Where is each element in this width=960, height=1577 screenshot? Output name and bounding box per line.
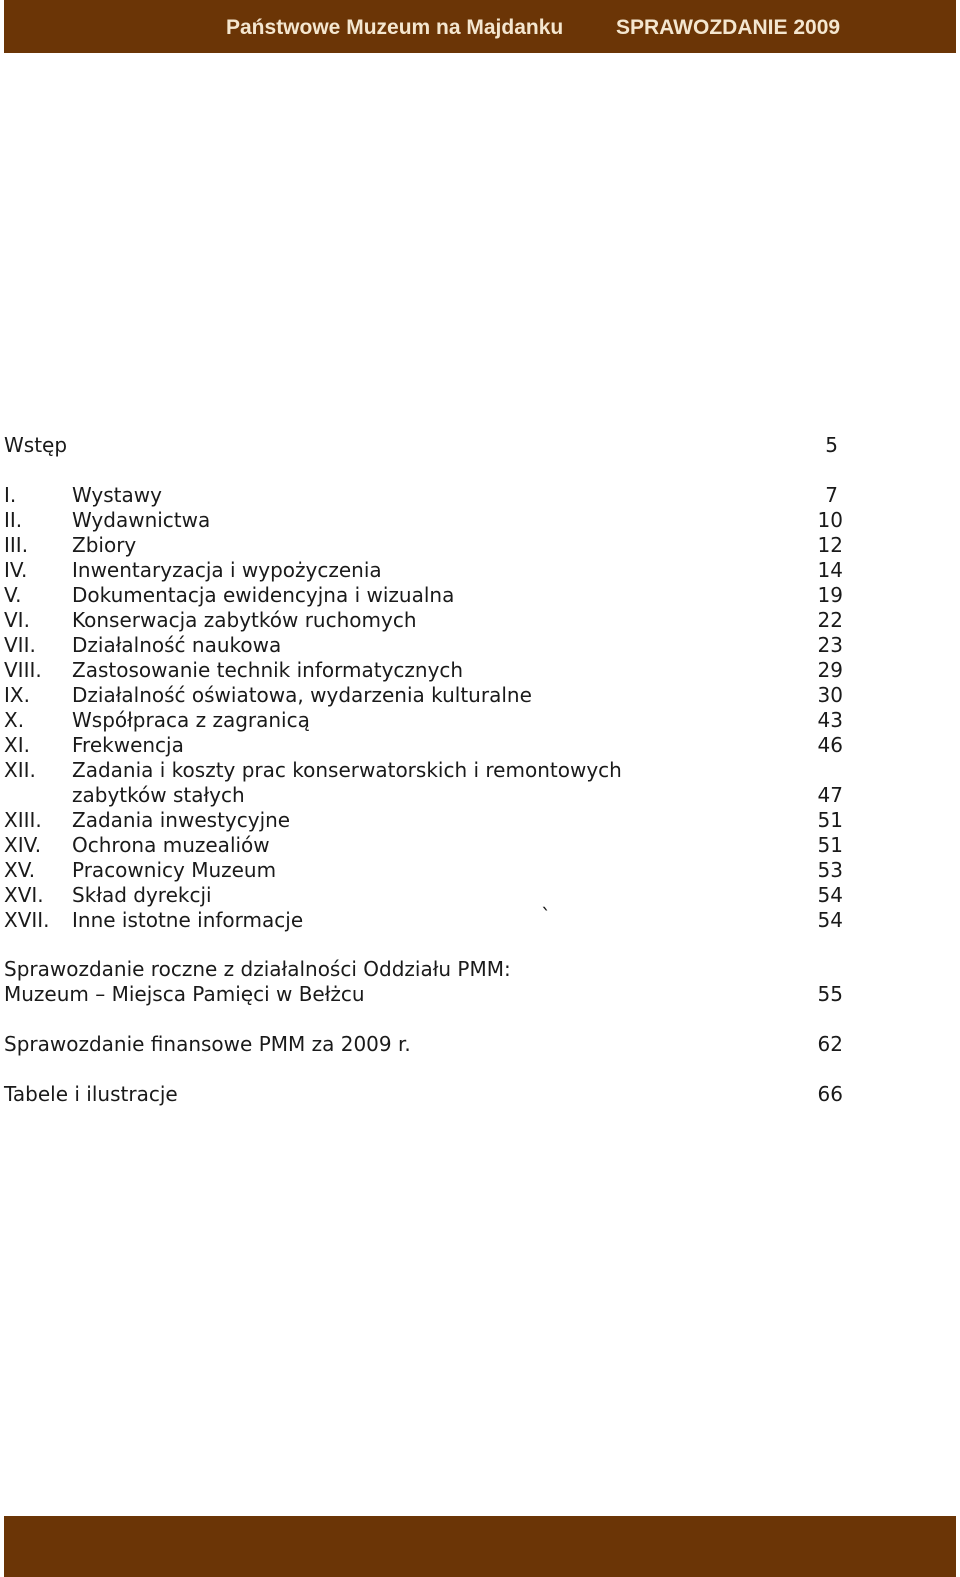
toc-title: Wydawnictwa xyxy=(72,508,211,532)
toc-number: VI. xyxy=(4,608,30,632)
toc-page: 46 xyxy=(817,733,843,757)
toc-item[interactable] xyxy=(0,583,960,608)
toc-title: Wystawy xyxy=(72,483,162,507)
toc-page: 55 xyxy=(817,982,843,1006)
toc-title: Konserwacja zabytków ruchomych xyxy=(72,608,417,632)
toc-title: Inne istotne informacje xyxy=(72,908,304,932)
toc-number: XIII. xyxy=(4,808,42,832)
toc-number: VII. xyxy=(4,633,36,657)
toc-page: 53 xyxy=(817,858,843,882)
toc-title: Sprawozdanie roczne z działalności Oddziału PMM: xyxy=(4,957,511,981)
toc-item[interactable] xyxy=(0,483,960,508)
toc-number: II. xyxy=(4,508,23,532)
toc-number: VIII. xyxy=(4,658,42,682)
toc-page: 22 xyxy=(817,608,843,632)
toc-item[interactable] xyxy=(0,758,960,783)
toc-tables[interactable] xyxy=(0,1082,960,1107)
toc-belzec[interactable] xyxy=(0,982,960,1007)
toc-page: 10 xyxy=(817,508,843,532)
toc-number: III. xyxy=(4,533,29,557)
toc-item[interactable] xyxy=(0,533,960,558)
toc-item[interactable] xyxy=(0,708,960,733)
toc-number: X. xyxy=(4,708,25,732)
toc-item[interactable] xyxy=(0,608,960,633)
toc-title: Zadania inwestycyjne xyxy=(72,808,291,832)
toc-page: 7 xyxy=(825,483,838,507)
toc-belzec-heading[interactable] xyxy=(0,957,960,982)
toc-item[interactable] xyxy=(0,883,960,908)
toc-page: 19 xyxy=(817,583,843,607)
toc-title: Zadania i koszty prac konserwatorskich i remontowych xyxy=(72,758,622,782)
toc-item[interactable] xyxy=(0,808,960,833)
toc-title: Inwentaryzacja i wypożyczenia xyxy=(72,558,382,582)
toc-number: XI. xyxy=(4,733,30,757)
toc-title: Muzeum – Miejsca Pamięci w Bełżcu xyxy=(4,982,365,1006)
toc-title: Tabele i ilustracje xyxy=(4,1082,178,1106)
stray-mark: ` xyxy=(541,904,551,928)
toc-intro[interactable] xyxy=(0,433,960,458)
toc-title: Skład dyrekcji xyxy=(72,883,212,907)
toc-number: V. xyxy=(4,583,22,607)
toc-page: 5 xyxy=(825,433,838,457)
toc-item[interactable] xyxy=(0,858,960,883)
toc-item[interactable] xyxy=(0,833,960,858)
toc-item[interactable] xyxy=(0,683,960,708)
toc-title: Wstęp xyxy=(4,433,68,457)
toc-title: Zbiory xyxy=(72,533,137,557)
toc-title: Ochrona muzealiów xyxy=(72,833,270,857)
toc-page: 14 xyxy=(817,558,843,582)
toc-page: 43 xyxy=(817,708,843,732)
toc-title: Dokumentacja ewidencyjna i wizualna xyxy=(72,583,455,607)
toc-page: 12 xyxy=(817,533,843,557)
toc-page: 51 xyxy=(817,833,843,857)
toc-item[interactable] xyxy=(0,558,960,583)
toc-page: 54 xyxy=(817,883,843,907)
toc-page: 29 xyxy=(817,658,843,682)
toc-title: Sprawozdanie finansowe PMM za 2009 r. xyxy=(4,1032,411,1056)
toc-title: Zastosowanie technik informatycznych xyxy=(72,658,464,682)
toc-item[interactable] xyxy=(0,658,960,683)
toc-page: 54 xyxy=(817,908,843,932)
toc-number: XVI. xyxy=(4,883,44,907)
museum-name: Państwowe Muzeum na Majdanku xyxy=(226,16,564,39)
toc-number: I. xyxy=(4,483,17,507)
toc-page: 23 xyxy=(817,633,843,657)
toc-number: XVII. xyxy=(4,908,50,932)
toc-title: Pracownicy Muzeum xyxy=(72,858,277,882)
toc-title: Działalność naukowa xyxy=(72,633,282,657)
toc-item[interactable] xyxy=(0,733,960,758)
toc-page: 51 xyxy=(817,808,843,832)
toc-number: XII. xyxy=(4,758,36,782)
toc-page: 62 xyxy=(817,1032,843,1056)
report-title: SPRAWOZDANIE 2009 xyxy=(616,16,841,39)
toc-number: XV. xyxy=(4,858,36,882)
toc-page: 66 xyxy=(817,1082,843,1106)
toc-page: 30 xyxy=(817,683,843,707)
footer-bar xyxy=(4,1516,956,1577)
toc-item[interactable] xyxy=(0,633,960,658)
toc-title: zabytków stałych xyxy=(72,783,245,807)
toc-page: 47 xyxy=(817,783,843,807)
toc-title: Współpraca z zagranicą xyxy=(72,708,310,732)
toc-item[interactable] xyxy=(0,904,960,933)
toc-title: Działalność oświatowa, wydarzenia kulturalne xyxy=(72,683,532,707)
toc-finance[interactable] xyxy=(0,1032,960,1057)
toc-number: IV. xyxy=(4,558,28,582)
toc-item[interactable] xyxy=(0,508,960,533)
toc-number: XIV. xyxy=(4,833,42,857)
toc-number: IX. xyxy=(4,683,30,707)
toc-title: Frekwencja xyxy=(72,733,184,757)
toc-item-continuation[interactable] xyxy=(0,783,960,808)
header-bar xyxy=(4,0,956,53)
